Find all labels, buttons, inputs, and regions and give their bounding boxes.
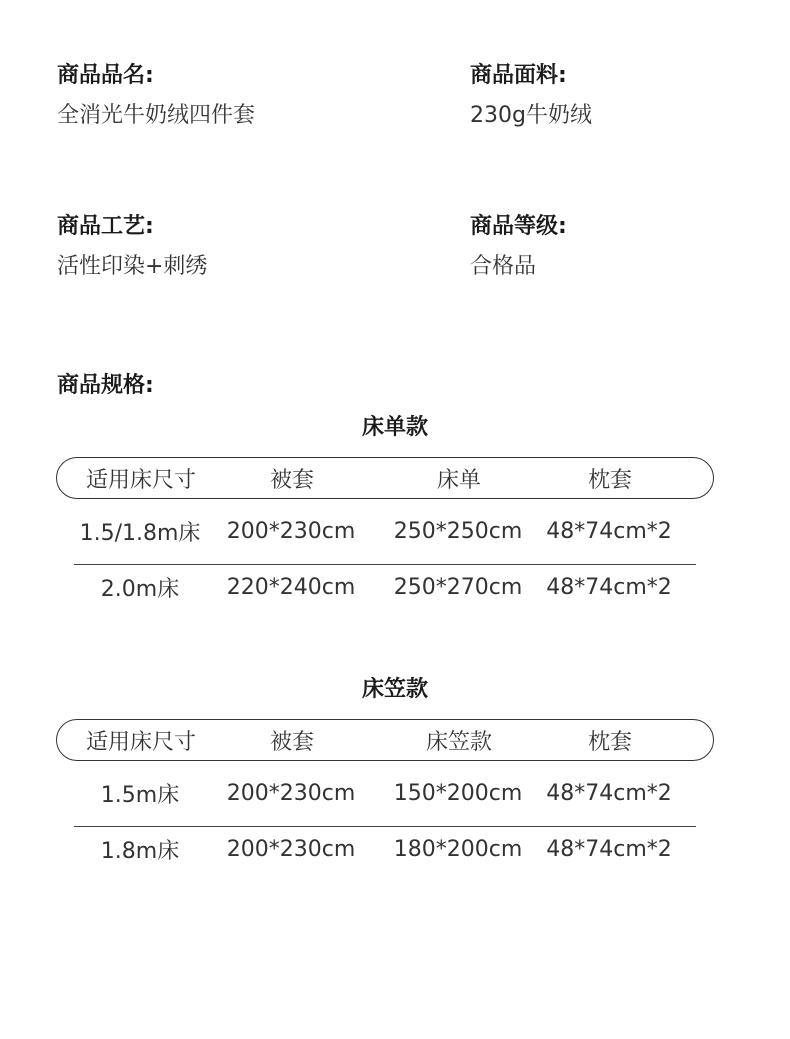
- cell-pillowcase: 48*74cm*2: [546, 518, 672, 544]
- table-header: [56, 457, 714, 499]
- header-duvet-cover: 被套: [269, 467, 314, 493]
- cell-bed-size: 1.5m床: [100, 782, 180, 808]
- sheet-table-title: 床单款: [361, 415, 428, 440]
- sheet-spec-table: [56, 457, 714, 614]
- cell-duvet-cover: 200*230cm: [226, 518, 356, 544]
- table-row: [56, 822, 714, 876]
- table-row: [56, 560, 714, 614]
- product-craft-label: 商品工艺:: [57, 214, 154, 239]
- cell-fitted-sheet: 150*200cm: [393, 780, 523, 806]
- product-name-value: 全消光牛奶绒四件套: [57, 103, 256, 128]
- cell-bed-sheet: 250*250cm: [393, 518, 523, 544]
- product-fabric-label: 商品面料:: [470, 63, 567, 88]
- table-row: [56, 766, 714, 820]
- product-fabric-value: 230g牛奶绒: [470, 103, 592, 128]
- header-bed-size: 适用床尺寸: [85, 467, 196, 493]
- table-header: [56, 719, 714, 761]
- product-name-label: 商品品名:: [57, 63, 154, 88]
- table-row: [56, 504, 714, 558]
- cell-bed-size: 2.0m床: [100, 576, 180, 602]
- cell-bed-size: 1.8m床: [100, 838, 180, 864]
- cell-bed-sheet: 250*270cm: [393, 574, 523, 600]
- fitted-spec-table: [56, 719, 714, 876]
- cell-pillowcase: 48*74cm*2: [546, 836, 672, 862]
- header-fitted-sheet: 床笠款: [425, 729, 492, 755]
- header-pillowcase: 枕套: [587, 729, 632, 755]
- cell-duvet-cover: 220*240cm: [226, 574, 356, 600]
- product-spec-label: 商品规格:: [57, 373, 154, 398]
- header-pillowcase: 枕套: [587, 467, 632, 493]
- product-craft-value: 活性印染+刺绣: [57, 254, 208, 279]
- cell-duvet-cover: 200*230cm: [226, 780, 356, 806]
- header-duvet-cover: 被套: [269, 729, 314, 755]
- cell-fitted-sheet: 180*200cm: [393, 836, 523, 862]
- cell-duvet-cover: 200*230cm: [226, 836, 356, 862]
- product-grade-value: 合格品: [470, 254, 537, 279]
- fitted-table-title: 床笠款: [361, 677, 428, 702]
- cell-bed-size: 1.5/1.8m床: [79, 520, 201, 546]
- cell-pillowcase: 48*74cm*2: [546, 780, 672, 806]
- cell-pillowcase: 48*74cm*2: [546, 574, 672, 600]
- header-bed-sheet: 床单: [436, 467, 481, 493]
- product-grade-label: 商品等级:: [470, 214, 567, 239]
- header-bed-size: 适用床尺寸: [85, 729, 196, 755]
